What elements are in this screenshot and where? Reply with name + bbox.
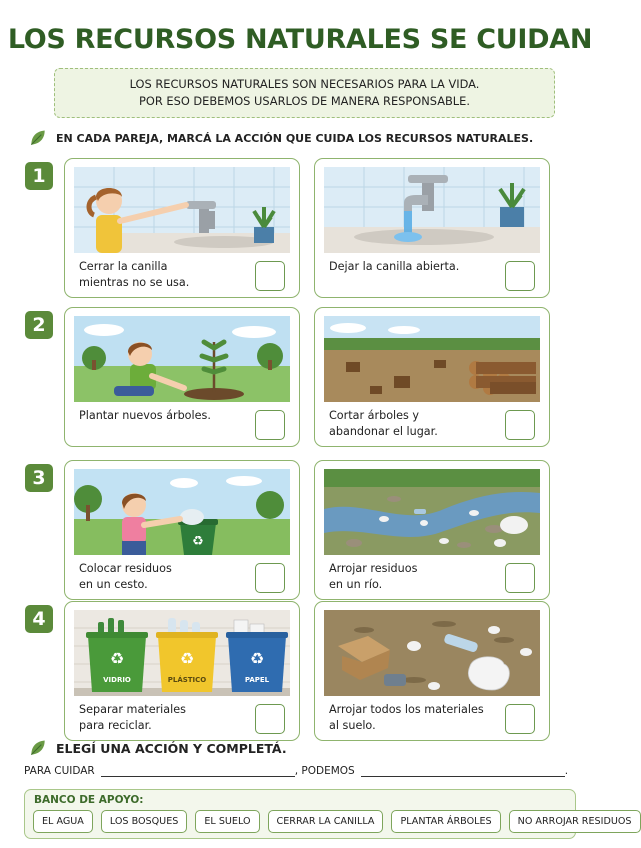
card-label xyxy=(329,561,489,593)
instruction-text: EN CADA PAREJA, MARCÁ LA ACCIÓN QUE CUIDA LOS RECURSOS NATURALES. xyxy=(56,131,534,145)
answer-checkbox[interactable] xyxy=(505,563,535,593)
card-waste-bin[interactable] xyxy=(64,460,300,600)
answer-checkbox[interactable] xyxy=(255,563,285,593)
card-label xyxy=(79,561,239,593)
bank-option[interactable]: EL SUELO xyxy=(195,810,259,833)
bank-option[interactable]: CERRAR LA CANILLA xyxy=(268,810,384,833)
card-label-line: Plantar nuevos árboles. xyxy=(79,409,211,422)
polluted-river-image xyxy=(324,469,540,555)
card-label-line: Arrojar todos los materiales xyxy=(329,703,484,716)
completion-sentence xyxy=(24,765,584,777)
word-bank xyxy=(24,789,632,839)
bank-option[interactable]: EL AGUA xyxy=(33,810,93,833)
child-closing-tap-image xyxy=(74,167,290,253)
card-close-tap[interactable] xyxy=(64,158,300,298)
card-label xyxy=(329,702,489,734)
card-plant-trees[interactable] xyxy=(64,307,300,447)
card-open-tap[interactable] xyxy=(314,158,550,298)
card-label-line: Cerrar la canilla xyxy=(79,260,168,273)
cut-trees-image xyxy=(324,316,540,402)
answer-checkbox[interactable] xyxy=(255,704,285,734)
completion-heading xyxy=(28,738,287,758)
answer-checkbox[interactable] xyxy=(255,410,285,440)
completion-part1: PARA CUIDAR xyxy=(24,765,95,777)
answer-checkbox[interactable] xyxy=(255,261,285,291)
svg-text:♻: ♻ xyxy=(109,649,125,668)
card-label xyxy=(79,702,239,734)
child-using-bin-image xyxy=(74,469,290,555)
svg-text:♻: ♻ xyxy=(179,649,195,668)
answer-checkbox[interactable] xyxy=(505,261,535,291)
bin-label-plastico: PLÁSTICO xyxy=(167,676,207,684)
pair-number: 3 xyxy=(25,464,53,492)
word-bank-options xyxy=(33,810,641,833)
completion-part2: , PODEMOS xyxy=(294,765,355,777)
completion-heading-text: ELEGÍ UNA ACCIÓN Y COMPLETÁ. xyxy=(56,740,287,756)
card-label-line: Cortar árboles y xyxy=(329,409,420,422)
card-label-line: para reciclar. xyxy=(79,719,152,732)
littered-ground-image xyxy=(324,610,540,696)
card-label-line: abandonar el lugar. xyxy=(329,425,438,438)
card-label-line: Dejar la canilla abierta. xyxy=(329,260,460,273)
page-title: LOS RECURSOS NATURALES SE CUIDAN xyxy=(7,23,593,55)
leaf-icon xyxy=(28,128,48,148)
word-bank-title: BANCO DE APOYO: xyxy=(34,794,144,806)
card-label-line: Colocar residuos xyxy=(79,562,172,575)
bin-label-papel: PAPEL xyxy=(244,676,270,684)
title-row xyxy=(0,14,600,64)
pair-number: 1 xyxy=(25,162,53,190)
bank-option[interactable]: PLANTAR ÁRBOLES xyxy=(391,810,500,833)
pair-number: 4 xyxy=(25,605,53,633)
card-cut-trees[interactable] xyxy=(314,307,550,447)
answer-checkbox[interactable] xyxy=(505,410,535,440)
card-label-line: en un cesto. xyxy=(79,578,148,591)
pair-number: 2 xyxy=(25,311,53,339)
completion-end: . xyxy=(564,765,569,777)
leaf-icon xyxy=(28,738,48,758)
card-label-line: mientras no se usa. xyxy=(79,276,190,289)
child-planting-tree-image xyxy=(74,316,290,402)
bank-option[interactable]: LOS BOSQUES xyxy=(101,810,187,833)
intro-line: POR ESO DEBEMOS USARLOS DE MANERA RESPONSABLE. xyxy=(139,94,470,108)
card-label-line: Separar materiales xyxy=(79,703,186,716)
card-label xyxy=(79,259,239,291)
answer-checkbox[interactable] xyxy=(505,704,535,734)
open-tap-image xyxy=(324,167,540,253)
bank-option[interactable]: NO ARROJAR RESIDUOS xyxy=(509,810,641,833)
card-recycle[interactable] xyxy=(64,601,300,741)
card-label-line: en un río. xyxy=(329,578,383,591)
card-litter-ground[interactable] xyxy=(314,601,550,741)
intro-line: LOS RECURSOS NATURALES SON NECESARIOS PARA LA VIDA. xyxy=(129,77,480,91)
blank-line-2[interactable] xyxy=(361,765,565,777)
card-label xyxy=(329,259,489,275)
svg-text:♻: ♻ xyxy=(192,534,204,549)
card-label-line: al suelo. xyxy=(329,719,376,732)
blank-line-1[interactable] xyxy=(101,765,295,777)
card-label xyxy=(79,408,239,424)
instruction xyxy=(28,128,533,148)
card-label xyxy=(329,408,489,440)
bin-label-vidrio: VIDRIO xyxy=(103,676,131,684)
card-waste-river[interactable] xyxy=(314,460,550,600)
intro-box xyxy=(54,68,555,118)
recycling-bins-image xyxy=(74,610,290,696)
card-label-line: Arrojar residuos xyxy=(329,562,418,575)
svg-text:♻: ♻ xyxy=(249,649,265,668)
